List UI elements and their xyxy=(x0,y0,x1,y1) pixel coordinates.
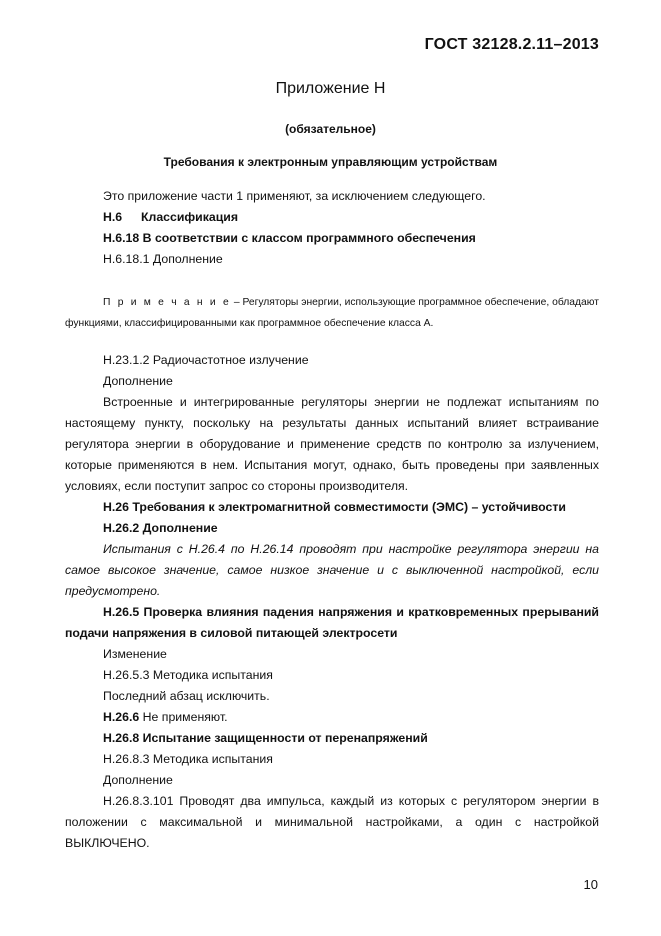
section-h2653: Н.26.5.3 Методика испытания xyxy=(103,668,273,682)
para1-line4: которые применяются в нем. Испытания могут, однако, быть проведены при заявленных xyxy=(65,458,599,472)
appendix-subtitle: (обязательное) xyxy=(285,122,376,136)
section-h2683: Н.26.8.3 Методика испытания xyxy=(103,752,273,766)
note-label: П р и м е ч а н и е xyxy=(103,297,231,308)
section-number: Н.26.6 xyxy=(103,710,140,724)
italic-line1: Испытания с Н.26.4 по Н.26.14 проводят при настройке регулятора энергии на xyxy=(103,542,599,556)
addition-label-2: Дополнение xyxy=(103,773,173,787)
para2-line3: ВЫКЛЮЧЕНО. xyxy=(65,836,150,850)
note-line-2: функциями, классифицированными как программное обеспечение класса А. xyxy=(65,318,434,329)
document-body xyxy=(103,186,599,270)
last-paragraph-note: Последний абзац исключить. xyxy=(103,689,270,703)
para1-line2: настоящему пункту, поскольку на результаты данных испытаний влияет встраивание xyxy=(65,416,599,430)
appendix-heading: Требования к электронным управляющим устройствам xyxy=(163,155,498,169)
para1-line3: регулятора энергии в оборудование и применение средств по контролю за излучением, xyxy=(65,437,599,451)
section-h6 xyxy=(103,207,599,228)
appendix-title: Приложение Н xyxy=(275,80,386,97)
section-h265-line1: Н.26.5 Проверка влияния падения напряжения и кратковременных прерываний xyxy=(103,605,599,619)
note-line-1 xyxy=(103,292,599,313)
section-h262: Н.26.2 Дополнение xyxy=(103,521,218,535)
section-h268: Н.26.8 Испытание защищенности от перенапряжений xyxy=(103,731,428,745)
section-h265-line2: подачи напряжения в силовой питающей электросети xyxy=(65,626,398,640)
addition-label: Дополнение xyxy=(103,374,173,388)
page-number: 10 xyxy=(583,877,598,892)
italic-line3: предусмотрено. xyxy=(65,584,161,598)
section-text: Не применяют. xyxy=(139,710,228,724)
section-h266 xyxy=(103,707,599,728)
intro-line: Это приложение части 1 применяют, за исключением следующего. xyxy=(103,189,486,203)
section-h6181: Н.6.18.1 Дополнение xyxy=(103,252,223,266)
section-h26: Н.26 Требования к электромагнитной совместимости (ЭМС) – устойчивости xyxy=(103,500,566,514)
section-h618: Н.6.18 В соответствии с классом программного обеспечения xyxy=(103,231,476,245)
para2-line1: Н.26.8.3.101 Проводят два импульса, каждый из которых с регулятором энергии в xyxy=(103,794,599,808)
section-h2312: Н.23.1.2 Радиочастотное излучение xyxy=(103,353,309,367)
change-label: Изменение xyxy=(103,647,167,661)
para1-line5: условиях, если поступит запрос со стороны производителя. xyxy=(65,479,409,493)
document-code: ГОСТ 32128.2.11–2013 xyxy=(424,36,599,53)
section-title: Классификация xyxy=(141,210,239,224)
document-body-2 xyxy=(65,350,599,854)
note-text: – Регуляторы энергии, использующие программное обеспечение, обладают xyxy=(233,297,599,308)
note-block xyxy=(65,292,599,334)
para2-line2: положении с максимальной и минимальной настройками, а один с настройкой xyxy=(65,815,599,829)
italic-line2: самое высокое значение, самое низкое значение и с выключенной настройкой, если xyxy=(65,563,599,577)
section-number: Н.6 xyxy=(103,210,123,224)
para1-line1: Встроенные и интегрированные регуляторы энергии не подлежат испытаниям по xyxy=(103,395,599,409)
